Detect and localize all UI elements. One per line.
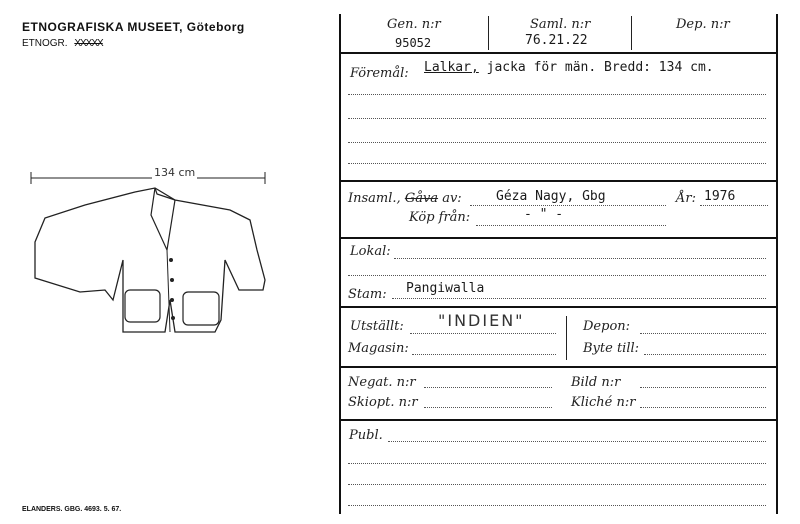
foremal-label: Föremål:: [350, 66, 409, 81]
row-divider-4: [339, 306, 777, 308]
museum-title: ETNOGRAFISKA MUSEET, Göteborg: [22, 20, 245, 34]
row-divider-3: [339, 237, 777, 239]
foremal-value: [424, 60, 714, 75]
jacket-outline: [35, 188, 265, 332]
skiopt-label: Skiopt. n:r: [348, 395, 418, 410]
lokal-label: Lokal:: [350, 244, 391, 259]
utstallt-label: Utställt:: [350, 319, 404, 334]
etnogr-struck-text: XXXXX: [74, 38, 103, 49]
dep-label: Dep. n:r: [676, 17, 730, 32]
stam-value: Pangiwalla: [406, 281, 485, 296]
gen-value: 95052: [395, 36, 432, 50]
width-label: 134 cm: [154, 166, 196, 179]
card-right-border: [776, 14, 778, 514]
stam-label: Stam:: [348, 287, 387, 302]
magasin-label: Magasin:: [348, 341, 409, 356]
foremal-name: Lalkar,: [424, 60, 479, 75]
year-label: År:: [676, 191, 696, 206]
utstallt-value: "INDIEN": [438, 311, 525, 330]
publ-label: Publ.: [349, 428, 383, 443]
byte-label: Byte till:: [583, 341, 640, 356]
saml-label: Saml. n:r: [530, 17, 591, 32]
kliche-label: Kliché n:r: [571, 395, 636, 410]
negat-label: Negat. n:r: [348, 375, 416, 390]
row-divider-1: [339, 52, 777, 54]
kop-label: Köp från:: [409, 210, 471, 225]
jacket-sketch: [25, 150, 275, 350]
gen-label: Gen. n:r: [387, 17, 441, 32]
card-left-border: [339, 14, 341, 514]
kop-value: - " -: [524, 207, 564, 222]
insaml-value: Géza Nagy, Gbg: [496, 189, 606, 204]
row-divider-2: [339, 180, 777, 182]
insaml-av: av:: [442, 191, 462, 206]
row-divider-5: [339, 366, 777, 368]
insaml-struck: Gåva: [404, 191, 439, 206]
etnogr-label: [22, 38, 103, 49]
insaml-text: Insaml.,: [348, 191, 401, 206]
right-pocket: [183, 292, 219, 325]
etnogr-text: ETNOGR.: [22, 38, 68, 49]
left-pocket: [125, 290, 160, 322]
bild-label: Bild n:r: [571, 375, 621, 390]
row-divider-6: [339, 419, 777, 421]
depon-label: Depon:: [583, 319, 631, 334]
insaml-label: [348, 191, 462, 206]
foremal-text: jacka för män. Bredd: 134 cm.: [486, 60, 714, 75]
year-value: 1976: [704, 189, 736, 204]
saml-value: 76.21.22: [525, 33, 588, 48]
printer-note: ELANDERS. GBG. 4693. 5. 67.: [22, 506, 122, 513]
